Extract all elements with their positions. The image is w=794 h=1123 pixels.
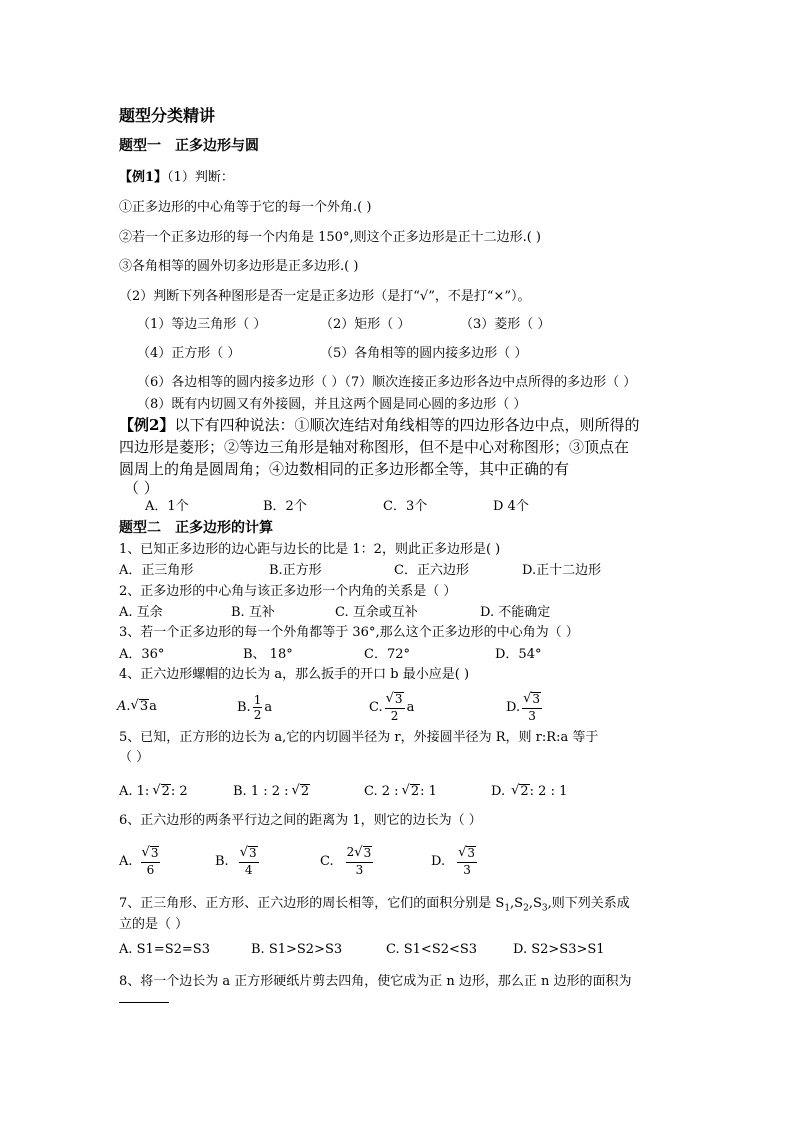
q4-c-den: 2 — [390, 708, 399, 723]
q4-b-den: 2 — [253, 707, 262, 722]
q6-d-radicand: 3 — [467, 846, 476, 861]
example2-option-d: D 4个 — [493, 499, 529, 514]
q6-option-c: C. 2 √ 3 3 — [320, 845, 372, 877]
q5-option-d: D. √ 2 : 2 : 1 — [491, 783, 568, 800]
q4-d-radicand: 3 — [532, 692, 541, 707]
q6-c-radicand: 3 — [363, 846, 372, 861]
q6-c-den: 3 — [355, 862, 364, 877]
q4-d-label: D. — [506, 699, 521, 715]
q6-a-radicand: 3 — [150, 846, 159, 861]
question-1: 1、已知正多边形的边心距与边长的比是 1：2，则此正多边形是( ) — [119, 542, 501, 557]
question-6: 6、正六边形的两条平行边之间的距离为 1，则它的边长为（ ） — [119, 813, 482, 828]
q2-option-d: D. 不能确定 — [480, 605, 551, 620]
example2-option-c: C．3个 — [383, 499, 428, 514]
example2-option-b: B．2个 — [263, 499, 307, 514]
q6-b-radicand: 3 — [248, 846, 257, 861]
shape-item-8: （8）既有内切圆又有外接圆，并且这两个圆是同心圆的多边形（ ） — [137, 397, 527, 412]
example1-line — [119, 171, 234, 184]
q4-option-a — [117, 699, 237, 714]
sqrt-sign: √ 3 — [130, 698, 149, 715]
answer-blank-line[interactable] — [119, 1002, 169, 1003]
q1-option-d: D.正十二边形 — [522, 563, 602, 578]
q2-option-b: B. 互补 — [231, 605, 275, 620]
q1-option-a: A．正三角形 — [119, 563, 194, 578]
shape-item-4: （4）正方形（ ） — [137, 346, 241, 361]
q3-option-d: D．54° — [495, 647, 542, 662]
question-2: 2、正多边形的中心角与该正多边形一个内角的关系是（ ） — [119, 584, 457, 599]
q4-d-den: 3 — [528, 708, 536, 723]
q6-option-a: A. √ 3 6 — [119, 845, 159, 877]
fraction: √ 3 2 — [385, 691, 403, 723]
fraction — [253, 694, 263, 721]
part2-instruction: （2）判断下列各种图形是否一定是正多边形（是打“√”，不是打“×”）。 — [119, 289, 531, 304]
q4-b-tail: a — [264, 699, 273, 715]
judge-item-1: ①正多边形的中心角等于它的每一个外角.( ) — [119, 200, 372, 215]
shape-item-1: （1）等边三角形（ ） — [137, 317, 267, 332]
shape-item-5: （5）各角相等的圆内接多边形（ ） — [320, 346, 528, 361]
shape-item-6-7: （6）各边相等的圆内接多边形（ ）（7）顺次连接正多边形各边中点所得的多边形（ ） — [137, 375, 637, 390]
q3-option-b: B、 18° — [243, 647, 293, 662]
example1-label: 【例1】 — [119, 170, 168, 185]
q5-c-pre: C. 2 : — [364, 784, 399, 800]
q5-b-pre: B. 1 : 2 : — [233, 784, 289, 800]
shape-item-2: （2）矩形（ ） — [320, 317, 411, 332]
example2-option-a: A．1个 — [145, 499, 189, 514]
section-heading-type1: 题型一 正多边形与圆 — [119, 138, 259, 154]
q7-option-a: A. S1=S2=S3 — [119, 942, 210, 957]
q6-option-d: D. √ 3 3 — [431, 845, 476, 877]
q1-option-b: B.正方形 — [269, 563, 322, 578]
q6-a-label: A. — [119, 853, 133, 869]
question-5-line-1: 5、已知，正方形的边长为 a,它的内切圆半径为 r，外接圆半径为 R，则 r:R:a 等于 — [119, 730, 599, 745]
q4-option-c — [369, 692, 506, 721]
q3-option-a: A．36° — [119, 647, 165, 662]
q5-d-pre: D. — [491, 784, 506, 800]
q4-a-tail: a — [149, 699, 157, 715]
q6-d-label: D. — [431, 853, 446, 869]
q4-c-radicand: 3 — [394, 692, 403, 707]
q2-option-a: A. 互余 — [119, 605, 163, 620]
q4-option-d — [506, 692, 544, 721]
q6-b-label: B. — [215, 853, 229, 869]
q5-d-post: : 2 : 1 — [529, 784, 568, 800]
fraction: √ 3 3 — [523, 691, 541, 723]
example2-line-3: 圆周上的角是圆周角；④边数相同的正多边形都全等，其中正确的有 — [119, 460, 570, 478]
q4-a-radicand: 3 — [139, 699, 149, 715]
q7-text-pre: 7、正三角形、正方形、正六边形的周长相等，它们的面积分别是 S — [119, 896, 505, 911]
q6-c-coef: 2 — [346, 845, 355, 860]
q1-option-c: C．正六边形 — [394, 563, 469, 578]
q4-b-label: B. — [237, 699, 251, 715]
q6-c-label: C. — [320, 853, 334, 869]
example2-line-4: （ ） — [124, 479, 159, 497]
q5-a-pre: A. 1: — [119, 784, 150, 800]
q4-c-tail: a — [406, 699, 415, 715]
q5-c-radicand: 2 — [410, 784, 420, 800]
q5-a-post: : 2 — [170, 784, 188, 800]
q5-c-post: : 1 — [420, 784, 437, 800]
judge-item-3: ③各角相等的圆外切多边形是正多边形.( ) — [119, 259, 359, 274]
judge-item-2: ②若一个正多边形的每一个内角是 150°,则这个正多边形是正十二边形.( ) — [119, 230, 541, 245]
example2-text-1: 以下有四种说法：①顺次连结对角线相等的四边形各边中点，则所得的 — [174, 416, 640, 434]
question-4: 4、正六边形螺帽的边长为 a，那么扳手的开口 b 最小应是( ) — [119, 667, 470, 682]
question-7-line-1: 7、正三角形、正方形、正六边形的周长相等，它们的面积分别是 $S_1,S_2,S_3$,则下列关系成 — [119, 896, 630, 914]
question-8: 8、将一个边长为 a 正方形硬纸片剪去四角，使它成为正 n 边形，那么正 n 边形的面积为 — [119, 974, 632, 989]
question-5-line-2: （ ） — [119, 750, 150, 765]
q5-option-a: A. 1: √ 2 : 2 — [119, 783, 188, 800]
q6-b-den: 4 — [244, 862, 253, 877]
q2-option-c: C. 互余或互补 — [335, 605, 418, 620]
q3-option-c: C．72° — [364, 647, 410, 662]
q7-text-post: ,则下列关系成 — [547, 896, 630, 911]
example2-label: 【例2】 — [119, 416, 175, 434]
q5-b-radicand: 2 — [300, 784, 310, 800]
page-title: 题型分类精讲 — [119, 106, 216, 125]
question-7-line-2: 立的是（ ） — [119, 917, 189, 932]
q4-b-num: 1 — [253, 692, 262, 707]
q6-d-den: 3 — [463, 862, 471, 877]
q6-a-den: 6 — [146, 862, 155, 877]
example1-text: （1）判断： — [167, 170, 234, 185]
q7-option-c: C. S1<S2<S3 — [386, 942, 478, 957]
example2-line-2: 四边形是菱形；②等边三角形是轴对称图形，但不是中心对称图形；③顶点在 — [119, 438, 630, 456]
q6-option-b: B. √ 3 4 — [215, 845, 257, 877]
q4-options — [117, 689, 544, 725]
q4-option-b — [237, 694, 369, 721]
example2-line-1 — [119, 418, 639, 433]
shape-item-3: （3）菱形（ ） — [460, 317, 551, 332]
q4-a-label: A. — [117, 699, 131, 715]
q7-option-b: B. S1>S2>S3 — [251, 942, 343, 957]
q5-a-radicand: 2 — [161, 784, 170, 800]
q5-options — [119, 782, 567, 802]
q4-c-label: C. — [369, 699, 383, 715]
section-heading-type2: 题型二 正多边形的计算 — [119, 520, 273, 536]
q5-option-b: B. 1 : 2 : √ 2 — [233, 783, 310, 800]
q5-d-radicand: 2 — [520, 784, 529, 800]
q6-options — [119, 842, 479, 880]
q7-option-d: D. S2>S3>S1 — [513, 942, 605, 957]
q5-option-c: C. 2 : √ 2 : 1 — [364, 783, 437, 800]
question-3: 3、若一个正多边形的每一个外角都等于 36°,那么这个正多边形的中心角为（ ） — [119, 625, 579, 640]
